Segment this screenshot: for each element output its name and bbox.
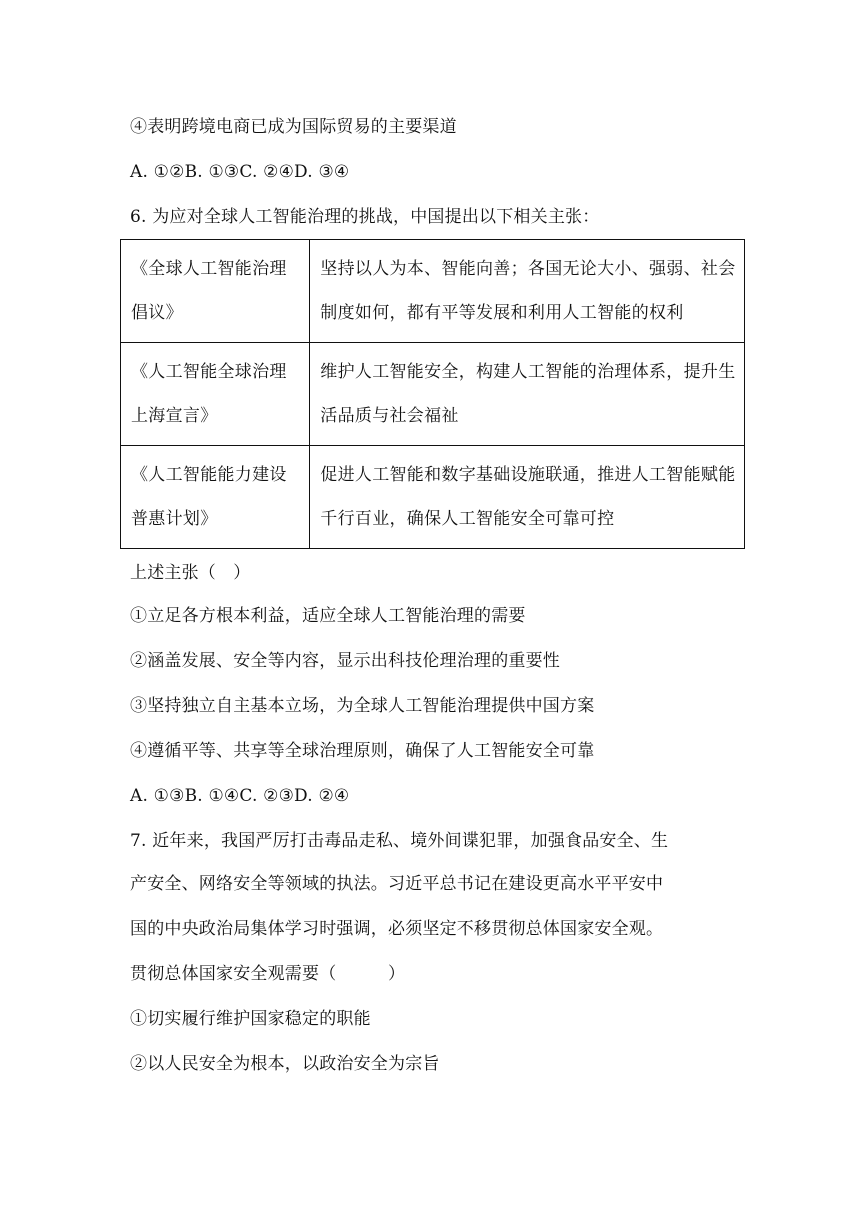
q7-stem-line: 7. 近年来，我国严厉打击毒品走私、境外间谍犯罪，加强食品安全、生 — [130, 831, 669, 851]
q6-option-3: ③坚持独立自主基本立场，为全球人工智能治理提供中国方案 — [130, 696, 595, 716]
q6-option-4: ④遵循平等、共享等全球治理原则，确保了人工智能安全可靠 — [130, 741, 595, 761]
q6-option-1: ①立足各方根本利益，适应全球人工智能治理的需要 — [130, 606, 526, 626]
proposal-name: 《人工智能能力建设普惠计划》 — [121, 446, 310, 549]
proposal-content: 坚持以人为本、智能向善；各国无论大小、强弱、社会制度如何，都有平等发展和利用人工智能的权利 — [310, 240, 745, 343]
q7-stem-line: 国的中央政治局集体学习时强调，必须坚定不移贯彻总体国家安全观。 — [130, 919, 664, 939]
table-row — [121, 343, 745, 446]
q7-stem-line: 产安全、网络安全等领域的执法。习近平总书记在建设更高水平平安中 — [130, 874, 664, 894]
q7-option-1: ①切实履行维护国家稳定的职能 — [130, 1009, 371, 1029]
q5-answer-choices: A. ①②B. ①③C. ②④D. ③④ — [130, 162, 350, 182]
proposal-content: 维护人工智能安全，构建人工智能的治理体系，提升生活品质与社会福祉 — [310, 343, 745, 446]
q6-answer-choices: A. ①③B. ①④C. ②③D. ②④ — [130, 786, 350, 806]
q6-option-2: ②涵盖发展、安全等内容，显示出科技伦理治理的重要性 — [130, 651, 560, 671]
q6-proposals-table — [120, 239, 745, 549]
proposal-content: 促进人工智能和数字基础设施联通，推进人工智能赋能千行百业，确保人工智能安全可靠可控 — [310, 446, 745, 549]
proposal-name: 《人工智能全球治理上海宣言》 — [121, 343, 310, 446]
proposal-name: 《全球人工智能治理倡议》 — [121, 240, 310, 343]
table-row — [121, 446, 745, 549]
q5-option-4: ④表明跨境电商已成为国际贸易的主要渠道 — [130, 117, 457, 137]
q7-prompt: 贯彻总体国家安全观需要（ ） — [130, 964, 406, 984]
table-row — [121, 240, 745, 343]
q7-option-2: ②以人民安全为根本，以政治安全为宗旨 — [130, 1054, 440, 1074]
q6-prompt: 上述主张（ ） — [130, 563, 251, 583]
q6-stem: 6. 为应对全球人工智能治理的挑战，中国提出以下相关主张： — [130, 207, 600, 227]
